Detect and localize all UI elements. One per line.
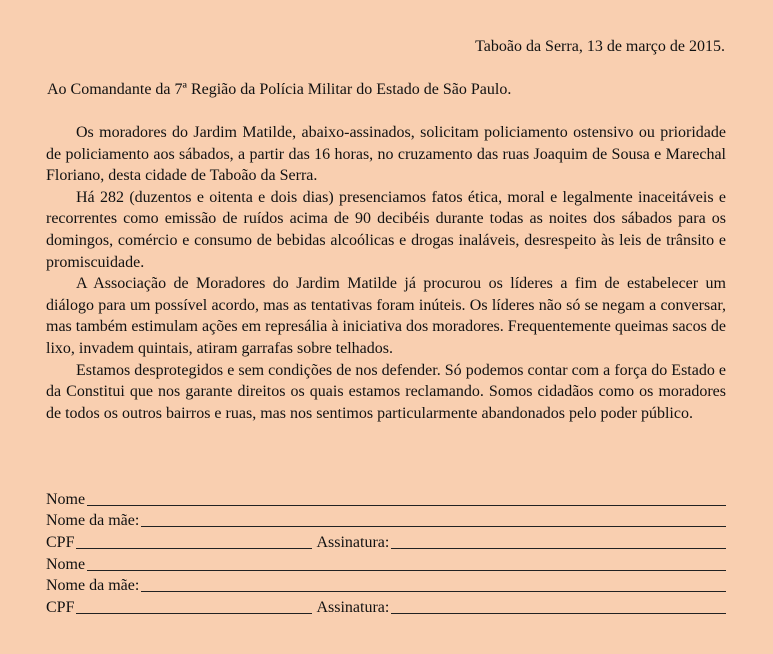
cpf-signature-row bbox=[46, 595, 726, 617]
cpf-label: CPF bbox=[46, 534, 75, 552]
mother-name-field[interactable] bbox=[141, 576, 726, 592]
name-row bbox=[46, 487, 726, 509]
cpf-field[interactable] bbox=[76, 598, 312, 614]
mother-name-label: Nome da mãe: bbox=[46, 577, 140, 595]
cpf-field[interactable] bbox=[76, 533, 312, 549]
paragraph-association: A Associação de Moradores do Jardim Matilde já procurou os líderes a fim de estabelecer um diálogo para um possível acordo, mas as tentativas foram inúteis. Os líderes não só se negam a conversar, mas também estimulam ações em represália à iniciativa dos moradores. Frequentemente queimas sacos de lixo, invadem quintais, atiram garrafas sobre telhados. bbox=[46, 275, 726, 357]
signature-field[interactable] bbox=[391, 598, 726, 614]
salutation: Ao Comandante da 7ª Região da Polícia Militar do Estado de São Paulo. bbox=[47, 81, 512, 98]
mother-name-row bbox=[46, 574, 726, 596]
signature-label: Assinatura: bbox=[316, 599, 390, 617]
name-row bbox=[46, 552, 726, 574]
paragraph-request: Os moradores do Jardim Matilde, abaixo-assinados, solicitam policiamento ostensivo ou prioridade de policiamento aos sábados, a partir das 16 horas, no cruzamento das ruas Joaquim de Sousa e Marechal Floriano, desta cidade de Taboão da Serra. bbox=[46, 124, 726, 185]
date-line: Taboão da Serra, 13 de março de 2015. bbox=[475, 38, 725, 55]
signature-form bbox=[46, 487, 726, 617]
name-field[interactable] bbox=[87, 490, 726, 506]
signature-label: Assinatura: bbox=[316, 534, 390, 552]
cpf-signature-row bbox=[46, 530, 726, 552]
mother-name-field[interactable] bbox=[141, 511, 726, 527]
name-label: Nome bbox=[46, 490, 86, 508]
letter-body bbox=[46, 122, 726, 424]
name-field[interactable] bbox=[87, 555, 726, 571]
mother-name-row bbox=[46, 509, 726, 531]
cpf-label: CPF bbox=[46, 599, 75, 617]
paragraph-conclusion: Estamos desprotegidos e sem condições de nos defender. Só podemos contar com a força do Estado e da Constitui que nos garante direitos os quais estamos reclamando. Somos cidadãos como os moradores de todos os outros bairros e ruas, mas nos sentimos particularmente abandonados pelo poder público. bbox=[46, 361, 726, 422]
mother-name-label: Nome da mãe: bbox=[46, 512, 140, 530]
name-label: Nome bbox=[46, 555, 86, 573]
signature-field[interactable] bbox=[391, 533, 726, 549]
paragraph-facts: Há 282 (duzentos e oitenta e dois dias) presenciamos fatos ética, moral e legalmente inaceitáveis e recorrentes como emissão de ruídos acima de 90 decibéis durante todas as noites dos sábados para os domingos, comércio e consumo de bebidas alcoólicas e drogas inaláveis, desrespeito às leis de trânsito e promiscuidade. bbox=[46, 188, 726, 271]
